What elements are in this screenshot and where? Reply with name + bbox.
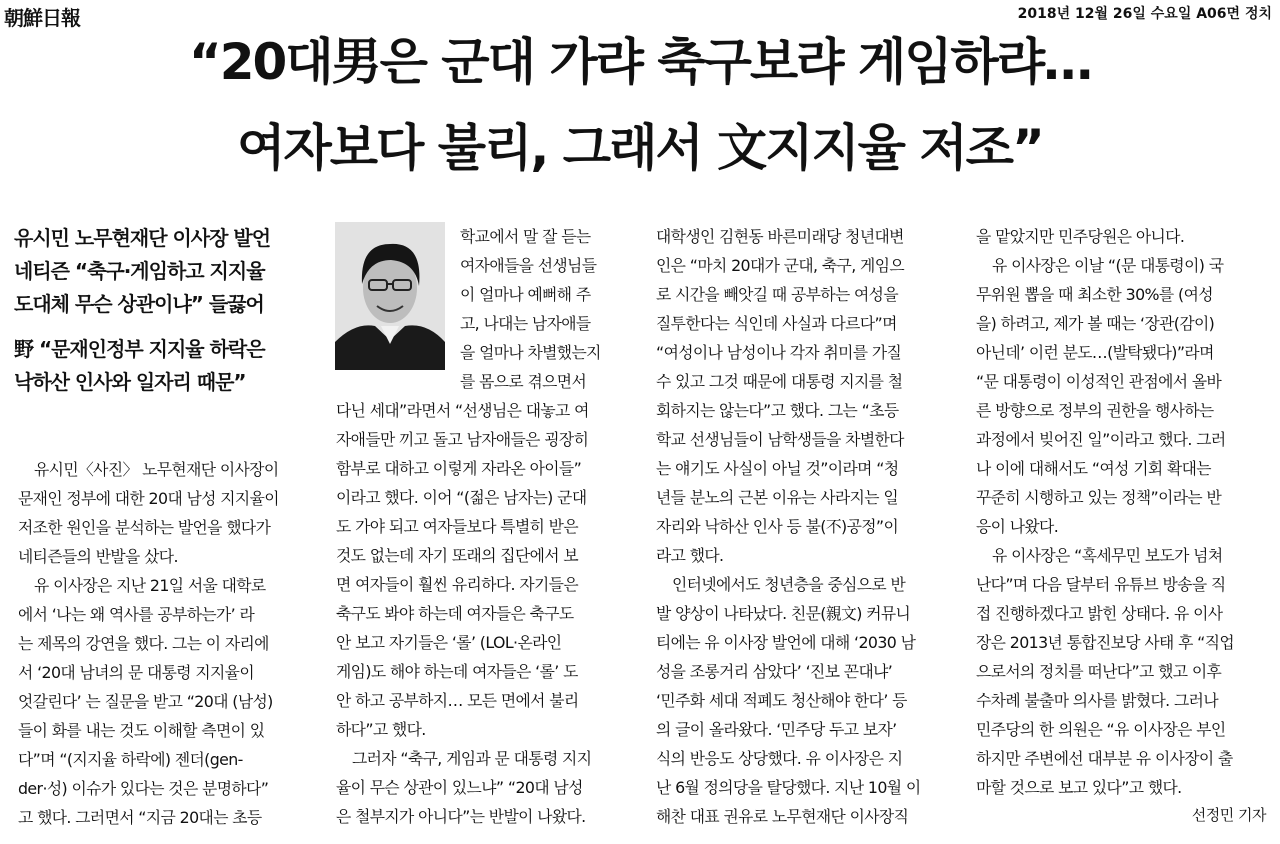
text-line: 여자애들을 선생님들: [460, 256, 597, 275]
text-line: 발 양상이 나타났다. 친문(親文) 커뮤니: [656, 604, 911, 623]
text-line: 도 가야 되고 여자들보다 특별히 받은: [336, 517, 579, 536]
text-line: 고 했다. 그러면서 “지금 20대는 초등: [18, 808, 262, 827]
text-line: 꾸준히 시행하고 있는 정책”이라는 반: [976, 488, 1222, 507]
text-line: 자리와 낙하산 인사 등 불(不)공정”이: [656, 517, 899, 536]
text-line: 질투한다는 식인데 사실과 다르다”며: [656, 314, 897, 333]
text-line: 접 진행하겠다고 밝힌 상태다. 유 이사: [976, 604, 1223, 623]
subhead: 도대체 무슨 상관이냐” 들끓어: [14, 292, 264, 316]
text-line: 응이 나왔다.: [976, 517, 1059, 536]
text-line: 축구도 봐야 하는데 여자들은 축구도: [336, 604, 574, 623]
byline: 선정민 기자: [1191, 806, 1266, 824]
text-line: 티에는 유 이사장 발언에 대해 ‘2030 남: [656, 633, 916, 652]
text-line: 엇갈린다’ 는 질문을 받고 “20대 (남성): [18, 692, 273, 711]
text-line: 라고 했다.: [656, 546, 724, 565]
text-line: 대학생인 김현동 바른미래당 청년대변: [656, 227, 904, 246]
text-line: 유시민〈사진〉 노무현재단 이사장이: [34, 460, 279, 479]
text-line: “여성이나 남성이나 각자 취미를 가질: [656, 343, 902, 362]
text-line: 회하지는 않는다”고 했다. 그는 “초등: [656, 401, 899, 420]
article-column-1: [18, 455, 318, 832]
text-line: 과정에서 빚어진 일”이라고 했다. 그러: [976, 430, 1226, 449]
text-line: 성을 조롱거리 삼았다’ ‘진보 꼰대냐’: [656, 662, 893, 681]
subhead: 유시민 노무현재단 이사장 발언: [14, 226, 271, 250]
text-line: 난다”며 다음 달부터 유튜브 방송을 직: [976, 575, 1226, 594]
text-line: 유 이사장은 지난 21일 서울 대학로: [34, 576, 266, 595]
text-line: 으로서의 정치를 떠난다”고 했고 이후: [976, 662, 1222, 681]
text-line: 은 철부지가 아니다”는 반발이 나왔다.: [336, 807, 586, 826]
headline-line-2: 여자보다 불리, 그래서 文지지율 저조”: [237, 119, 1043, 177]
text-line: 로 시간을 빼앗길 때 공부하는 여성을: [656, 285, 899, 304]
text-line: 에서 ‘나는 왜 역사를 공부하는가’ 라: [18, 605, 255, 624]
article-column-4: [976, 222, 1274, 802]
text-line: 식의 반응도 상당했다. 유 이사장은 지: [656, 749, 903, 768]
subhead: 낙하산 인사와 일자리 때문”: [14, 370, 246, 394]
text-line: 마할 것으로 보고 있다”고 했다.: [976, 778, 1182, 797]
text-line: 를 몸으로 겪으면서: [460, 372, 587, 391]
text-line: 이 얼마나 예뻐해 주: [460, 285, 591, 304]
text-line: 그러자 “축구, 게임과 문 대통령 지지: [352, 749, 592, 768]
text-line: 하지만 주변에선 대부분 유 이사장이 출: [976, 749, 1233, 768]
text-line: 는 제목의 강연을 했다. 그는 이 자리에: [18, 634, 269, 653]
text-line: 해찬 대표 권유로 노무현재단 이사장직: [656, 807, 909, 826]
text-line: 이라고 했다. 이어 “(젊은 남자는) 군대: [336, 488, 587, 507]
text-line: 학교 선생님들이 남학생들을 차별한다: [656, 430, 904, 449]
subhead: 野 “문재인정부 지지율 하락은: [14, 337, 265, 361]
text-line: 민주당의 한 의원은 “유 이사장은 부인: [976, 720, 1226, 739]
text-line: 수차례 불출마 의사를 밝혔다. 그러나: [976, 691, 1219, 710]
text-line: 아닌데’ 이런 분도…(발탁됐다)”라며: [976, 343, 1214, 362]
text-line: 유 이사장은 이날 “(문 대통령이) 국: [992, 256, 1224, 275]
text-line: 의 글이 올라왔다. ‘민주당 두고 보자’: [656, 720, 897, 739]
text-line: 고, 나대는 남자애들: [460, 314, 591, 333]
article-column-3: [656, 222, 952, 831]
text-line: 인은 “마치 20대가 군대, 축구, 게임으: [656, 256, 905, 275]
text-line: 네티즌들의 반발을 샀다.: [18, 547, 178, 566]
text-line: 게임)도 해야 하는데 여자들은 ‘롤’ 도: [336, 662, 578, 681]
text-line: 수 있고 그것 때문에 대통령 지지를 철: [656, 372, 903, 391]
text-line: 장은 2013년 통합진보당 사태 후 “직업: [976, 633, 1235, 652]
text-line: der·성) 이슈가 있다는 것은 분명하다”: [18, 779, 269, 798]
text-line: 나 이에 대해서도 “여성 기회 확대는: [976, 459, 1211, 478]
text-line: 을 맡았지만 민주당원은 아니다.: [976, 227, 1185, 246]
article-column-2: [336, 222, 636, 831]
text-line: 무위원 뽑을 때 최소한 30%를 (여성: [976, 285, 1213, 304]
text-line: 다”며 “(지지율 하락에) 젠더(gen-: [18, 750, 243, 769]
text-line: 인터넷에서도 청년층을 중심으로 반: [672, 575, 906, 594]
text-line: 것도 없는데 자기 또래의 집단에서 보: [336, 546, 579, 565]
text-line: 안 하고 공부하지… 모든 면에서 불리: [336, 691, 579, 710]
text-line: 자애들만 끼고 돌고 남자애들은 굉장히: [336, 430, 589, 449]
dateline: 2018년 12월 26일 수요일 A06면 정치: [1017, 6, 1272, 22]
text-line: 는 얘기도 사실이 아닐 것”이라며 “청: [656, 459, 899, 478]
text-line: ‘민주화 세대 적폐도 청산해야 한다’ 등: [656, 691, 907, 710]
text-line: 년들 분노의 근본 이유는 사라지는 일: [656, 488, 899, 507]
text-line: 다닌 세대”라면서 “선생님은 대놓고 여: [336, 401, 589, 420]
headline-line-1: “20대男은 군대 가랴 축구보랴 게임하랴…: [188, 33, 1092, 91]
text-line: 면 여자들이 훨씬 유리하다. 자기들은: [336, 575, 579, 594]
text-line: 난 6월 정의당을 탈당했다. 지난 10월 이: [656, 778, 921, 797]
text-line: 서 ‘20대 남녀의 문 대통령 지지율이: [18, 663, 255, 682]
text-line: 을 얼마나 차별했는지: [460, 343, 601, 362]
subhead: 네티즌 “축구·게임하고 지지율: [14, 259, 265, 283]
text-line: 들이 화를 내는 것도 이해할 측면이 있: [18, 721, 265, 740]
text-line: 하다”고 했다.: [336, 720, 426, 739]
text-line: 율이 무슨 상관이 있느냐” “20대 남성: [336, 778, 583, 797]
subheadlines: [14, 222, 314, 399]
text-line: 문재인 정부에 대한 20대 남성 지지율이: [18, 489, 279, 508]
text-line: 유 이사장은 “혹세무민 보도가 넘쳐: [992, 546, 1223, 565]
text-line: “문 대통령이 이성적인 관점에서 올바: [976, 372, 1222, 391]
text-line: 안 보고 자기들은 ‘롤’ (LOL·온라인: [336, 633, 562, 652]
text-line: 함부로 대하고 이렇게 자라온 아이들”: [336, 459, 582, 478]
newspaper-masthead: 朝鮮日報: [4, 6, 80, 30]
text-line: 학교에서 말 잘 듣는: [460, 227, 591, 246]
text-line: 저조한 원인을 분석하는 발언을 했다가: [18, 518, 271, 537]
text-line: 을) 하려고, 제가 볼 때는 ‘장관(감이): [976, 314, 1215, 333]
text-line: 른 방향으로 정부의 권한을 행사하는: [976, 401, 1214, 420]
